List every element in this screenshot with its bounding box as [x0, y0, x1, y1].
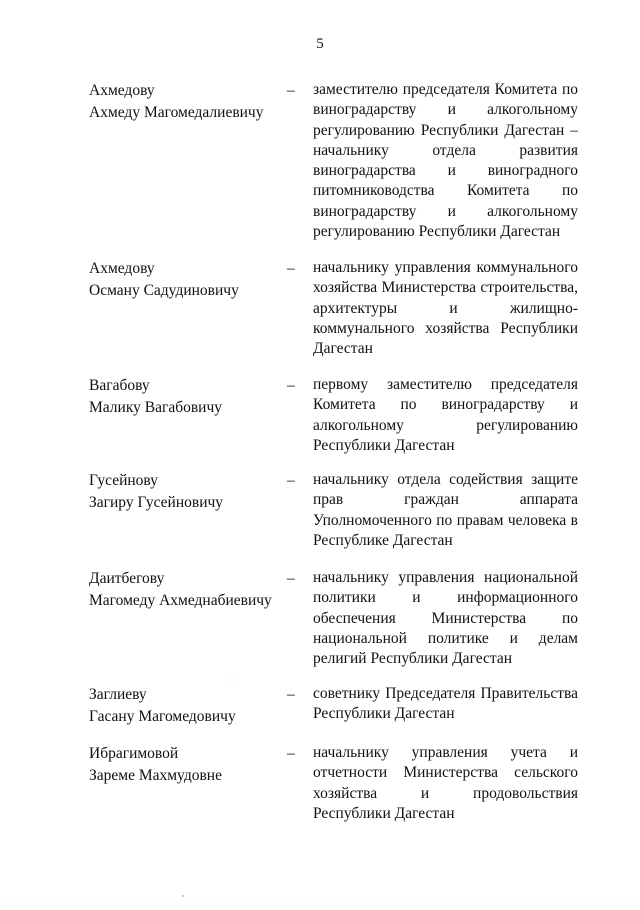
- person-name: [89, 684, 279, 728]
- person-surname: Заглиеву: [89, 686, 147, 703]
- entry-dash: –: [287, 570, 295, 587]
- entry-dash: –: [287, 260, 295, 277]
- person-name: [89, 375, 279, 419]
- person-surname: Даитбегову: [89, 570, 165, 587]
- page-number: 5: [316, 36, 324, 52]
- person-given-name: Малику Вагабовичу: [89, 399, 223, 416]
- person-surname: Ибрагимовой: [89, 745, 179, 762]
- person-given-name: Ахмеду Магомедалиевичу: [89, 104, 264, 121]
- person-given-name: Загиру Гусейновичу: [89, 494, 224, 511]
- person-name: [89, 470, 279, 514]
- person-surname: Ахмедову: [89, 82, 155, 99]
- position-title: заместителю председателя Комитета по виноградарству и алкогольному регулированию Республики Дагестан – начальнику отдела развития виноградарства и виноградного питомниководства Комитета по виноградарству и алкогольному регулированию Республики Дагестан: [313, 81, 578, 241]
- person-name: [89, 80, 279, 124]
- entry-dash: –: [287, 745, 295, 762]
- person-given-name: Зареме Махмудовне: [89, 767, 222, 784]
- position-title: начальнику управления национальной политики и информационного обеспечения Министерства по национальной политике и делам религий Республики Дагестан: [313, 569, 578, 668]
- entry-dash: –: [287, 472, 295, 489]
- position-title: советнику Председателя Правительства Республики Дагестан: [313, 685, 578, 723]
- position-title: начальнику отдела содействия защите прав граждан аппарата Уполномоченного по правам человека в Республике Дагестан: [313, 471, 578, 549]
- person-surname: Ахмедову: [89, 260, 155, 277]
- position-title: начальнику управления учета и отчетности Министерства сельского хозяйства и продовольствия Республики Дагестан: [313, 744, 578, 822]
- person-name: [89, 743, 279, 787]
- person-surname: Гусейнову: [89, 472, 158, 489]
- position-title: начальнику управления коммунального хозяйства Министерства строительства, архитектуры и жилищно-коммунального хозяйства Республики Дагестан: [313, 259, 578, 358]
- entry-dash: –: [287, 82, 295, 99]
- person-name: [89, 258, 279, 302]
- person-given-name: Осману Садудиновичу: [89, 282, 239, 299]
- person-given-name: Магомеду Ахмеднабиевичу: [89, 592, 272, 609]
- entry-dash: –: [287, 686, 295, 703]
- position-title: первому заместителю председателя Комитета по виноградарству и алкогольному регулированию Республики Дагестан: [313, 376, 578, 454]
- person-name: [89, 568, 279, 612]
- entry-dash: –: [287, 377, 295, 394]
- person-given-name: Гасану Магомедовичу: [89, 708, 236, 725]
- person-surname: Вагабову: [89, 377, 150, 394]
